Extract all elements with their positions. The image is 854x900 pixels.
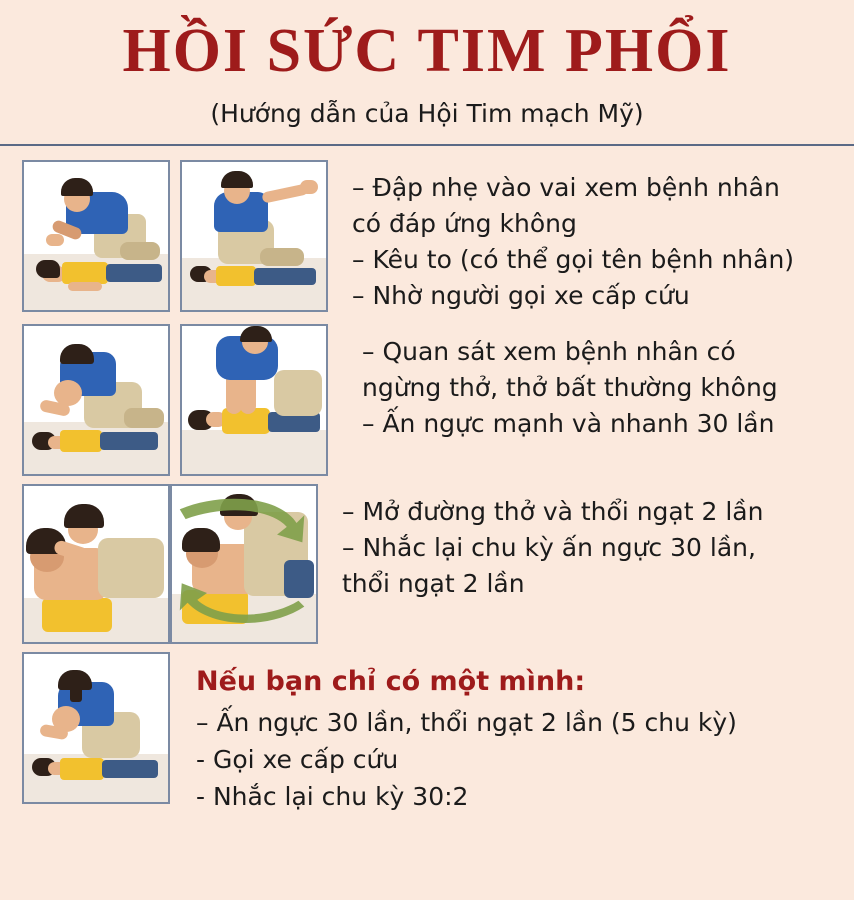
panel-check-breathing [22,324,170,476]
step-row-1 [0,160,854,316]
alone-line-1: – Ấn ngực 30 lần, thổi ngạt 2 lần (5 chu kỳ) [196,707,737,737]
steps-container [0,146,854,819]
step-2-text [328,324,854,444]
alone-title: Nếu bạn chỉ có một mình: [196,665,586,697]
panel-chest-compressions [180,324,328,476]
step-row-2 [0,324,854,476]
step-3-text [318,484,854,604]
panel-repeat-cycle [170,484,318,644]
step-1-line-3: – Kêu to (có thể gọi tên bệnh nhân) [352,244,795,274]
step-2-line-3: – Ấn ngực mạnh và nhanh 30 lần [362,408,775,438]
panel-call-for-help [180,160,328,312]
alone-line-3: - Nhắc lại chu kỳ 30:2 [196,782,469,812]
step-3-line-1: – Mở đường thở và thổi ngạt 2 lần [342,496,764,526]
step-row-3 [0,484,854,644]
panel-tap-shoulder [22,160,170,312]
step-1-line-2: có đáp ứng không [352,208,577,238]
step-3-line-2: – Nhắc lại chu kỳ ấn ngực 30 lần, [342,532,756,562]
poster-header [0,0,854,128]
page-title: HỒI SỨC TIM PHỔI [122,17,732,85]
step-2-line-1: – Quan sát xem bệnh nhân có [362,336,736,366]
panel-rescue-breaths [22,484,170,644]
alone-line-2: - Gọi xe cấp cứu [196,745,399,775]
step-1-line-4: – Nhờ người gọi xe cấp cứu [352,280,690,310]
step-1-line-1: – Đập nhẹ vào vai xem bệnh nhân [352,172,780,202]
step-3-images [0,484,318,644]
cycle-arrow-icon [172,486,316,642]
step-2-images [0,324,328,476]
alone-text [170,652,737,819]
step-1-text [328,160,854,316]
step-3-line-3: thổi ngạt 2 lần [342,568,525,598]
alone-section [0,652,854,819]
step-1-images [0,160,328,312]
step-2-line-2: ngừng thở, thở bất thường không [362,372,778,402]
panel-alone-rescuer [22,652,170,804]
page-subtitle: (Hướng dẫn của Hội Tim mạch Mỹ) [210,98,644,128]
